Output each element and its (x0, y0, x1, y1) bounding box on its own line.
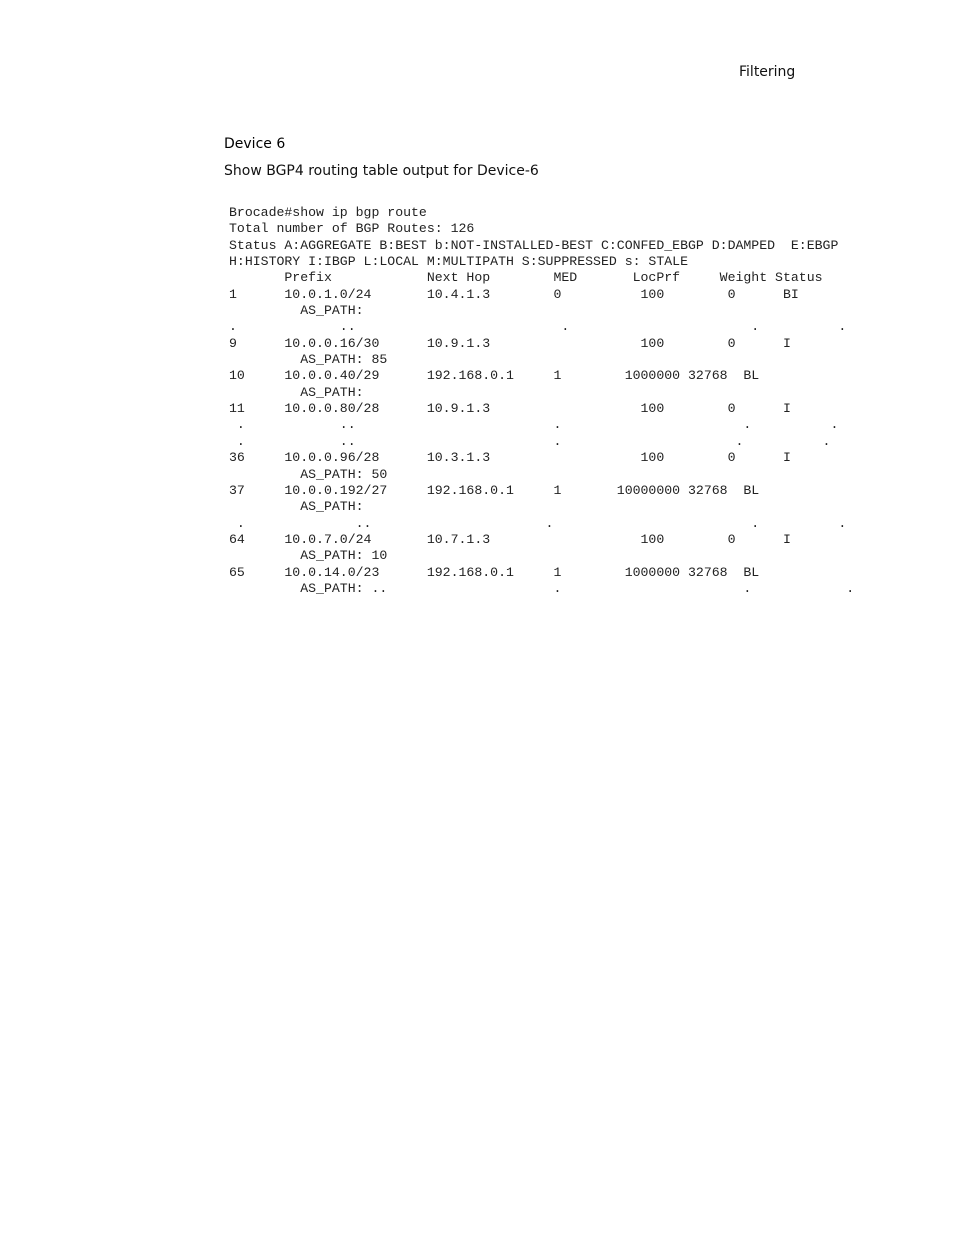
cli-line: AS_PATH: 50 (229, 466, 388, 482)
cli-line: 9 10.0.0.16/30 10.9.1.3 100 0 I (229, 335, 791, 351)
cli-line: AS_PATH: .. . . . (229, 580, 855, 596)
cli-line: Total number of BGP Routes: 126 (229, 221, 475, 237)
cli-line: 37 10.0.0.192/27 192.168.0.1 1 10000000 32768 BL (229, 482, 760, 498)
cli-output-block (229, 205, 854, 597)
cli-line: . .. . . . (229, 433, 831, 449)
cli-line: Prefix Next Hop MED LocPrf Weight Status (229, 270, 823, 286)
section-caption: Show BGP4 routing table output for Device-6 (224, 163, 539, 179)
running-header-section: Filtering (739, 64, 796, 80)
cli-line: AS_PATH: 10 (229, 548, 388, 564)
cli-line: Brocade#show ip bgp route (229, 205, 427, 220)
cli-line: H:HISTORY I:IBGP L:LOCAL M:MULTIPATH S:SUPPRESSED s: STALE (229, 254, 688, 270)
cli-line: 65 10.0.14.0/23 192.168.0.1 1 1000000 32768 BL (229, 564, 760, 580)
cli-line: . .. . . . (229, 319, 847, 335)
cli-line: 11 10.0.0.80/28 10.9.1.3 100 0 I (229, 401, 791, 417)
section-heading: Device 6 (224, 136, 286, 152)
cli-line: 1 10.0.1.0/24 10.4.1.3 0 100 0 BI (229, 286, 799, 302)
cli-line: AS_PATH: 85 (229, 352, 388, 368)
cli-line: AS_PATH: (229, 384, 364, 400)
cli-line: 36 10.0.0.96/28 10.3.1.3 100 0 I (229, 450, 791, 466)
cli-line: 64 10.0.7.0/24 10.7.1.3 100 0 I (229, 531, 791, 547)
cli-line: Status A:AGGREGATE B:BEST b:NOT-INSTALLED-BEST C:CONFED_EBGP D:DAMPED E:EBGP (229, 237, 839, 253)
cli-line: AS_PATH: (229, 499, 364, 515)
cli-line: 10 10.0.0.40/29 192.168.0.1 1 1000000 32768 BL (229, 368, 760, 384)
cli-line: AS_PATH: (229, 303, 364, 319)
cli-line: . .. . . . (229, 417, 839, 433)
cli-line: . .. . . . (229, 515, 847, 531)
